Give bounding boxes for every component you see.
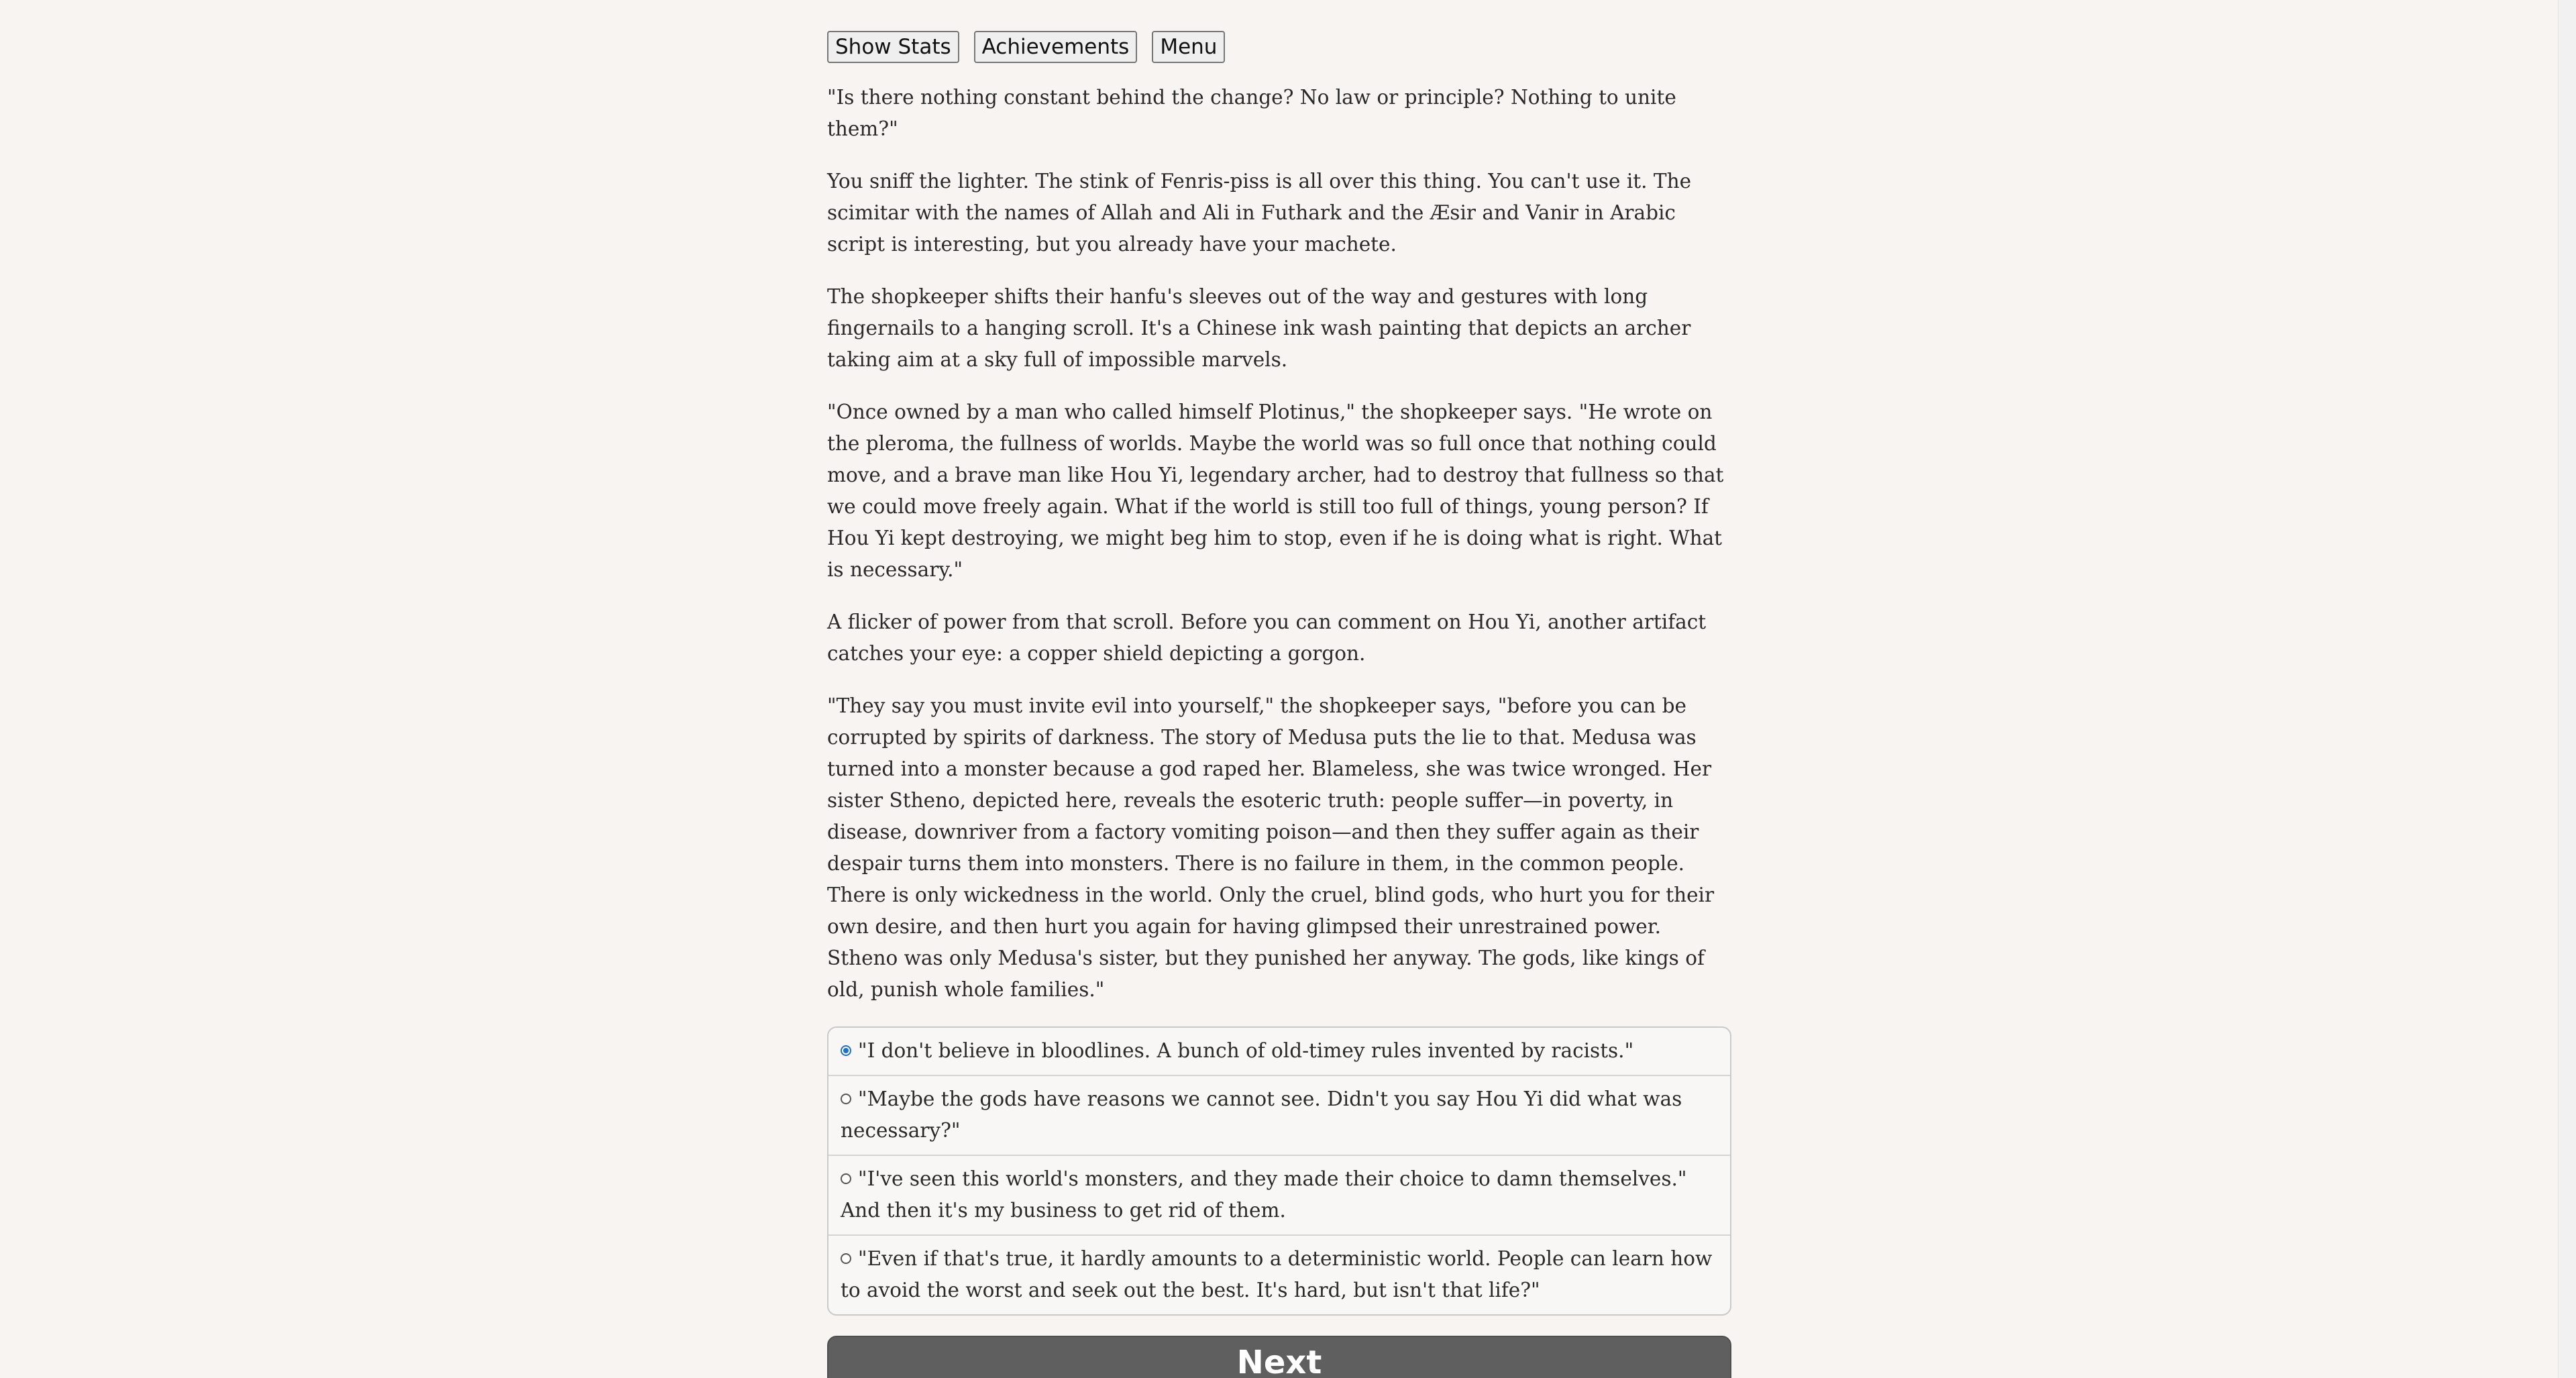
- story-paragraph: You sniff the lighter. The stink of Fenris-piss is all over this thing. You can't use it. The scimitar with the names of Allah and Ali in Futhark and the Æsir and Vanir in Arabic script is interesting, but you already have your machete.: [827, 170, 1692, 256]
- choice-label: "I've seen this world's monsters, and they made their choice to damn themselves." And then it's my business to get rid of them.: [841, 1167, 1687, 1222]
- menu-button[interactable]: Menu: [1152, 31, 1225, 63]
- radio-button-4[interactable]: [841, 1253, 851, 1264]
- choice-label: "Even if that's true, it hardly amounts to a deterministic world. People can learn how to avoid the worst and seek out the best. It's hard, but isn't that life?": [841, 1247, 1713, 1302]
- page-scrollbar[interactable]: [2558, 0, 2576, 1378]
- toolbar: [827, 31, 1731, 63]
- story-text: [827, 82, 1731, 1006]
- choice-list: [827, 1026, 1731, 1316]
- choice-label: "I don't believe in bloodlines. A bunch of old-timey rules invented by racists.": [858, 1039, 1634, 1062]
- story-paragraph: "Once owned by a man who called himself Plotinus," the shopkeeper says. "He wrote on the pleroma, the fullness of worlds. Maybe the world was so full once that nothing could move, and a brave man like Hou Yi, legendary archer, had to destroy that fullness so that we could move freely again. What if the world is still too full of things, young person? If Hou Yi kept destroying, we might beg him to stop, even if he is doing what is right. What is necessary.": [827, 401, 1724, 581]
- story-paragraph: "They say you must invite evil into yourself," the shopkeeper says, "before you can be corrupted by spirits of darkness. The story of Medusa puts the lie to that. Medusa was turned into a monster because a god raped her. Blameless, she was twice wronged. Her sister Stheno, depicted here, reveals the esoteric truth: people suffer—in poverty, in disease, downriver from a factory vomiting poison—and then they suffer again as their despair turns them into monsters. There is no failure in them, in the common people. There is only wickedness in the world. Only the cruel, blind gods, who hurt you for their own desire, and then hurt you again for having glimpsed their unrestrained power. Stheno was only Medusa's sister, but they punished her anyway. The gods, like kings of old, punish whole families.": [827, 694, 1715, 1001]
- story-paragraph: The shopkeeper shifts their hanfu's sleeves out of the way and gestures with long fingernails to a hanging scroll. It's a Chinese ink wash painting that depicts an archer taking aim at a sky full of impossible marvels.: [827, 285, 1691, 371]
- radio-button-1[interactable]: [841, 1045, 851, 1056]
- next-button[interactable]: Next: [827, 1336, 1731, 1378]
- show-stats-button[interactable]: Show Stats: [827, 31, 959, 63]
- choice-label: "Maybe the gods have reasons we cannot see. Didn't you say Hou Yi did what was necessary?": [841, 1088, 1682, 1142]
- choice-option-1[interactable]: [828, 1028, 1730, 1075]
- radio-button-2[interactable]: [841, 1094, 851, 1104]
- story-paragraph: "Is there nothing constant behind the change? No law or principle? Nothing to unite them?": [827, 86, 1676, 140]
- story-paragraph: A flicker of power from that scroll. Before you can comment on Hou Yi, another artifact catches your eye: a copper shield depicting a gorgon.: [827, 611, 1707, 665]
- game-column: [827, 31, 1731, 1378]
- radio-button-3[interactable]: [841, 1173, 851, 1184]
- choice-option-4[interactable]: [828, 1234, 1730, 1314]
- achievements-button[interactable]: Achievements: [974, 31, 1138, 63]
- choice-option-2[interactable]: [828, 1075, 1730, 1155]
- choice-option-3[interactable]: [828, 1155, 1730, 1234]
